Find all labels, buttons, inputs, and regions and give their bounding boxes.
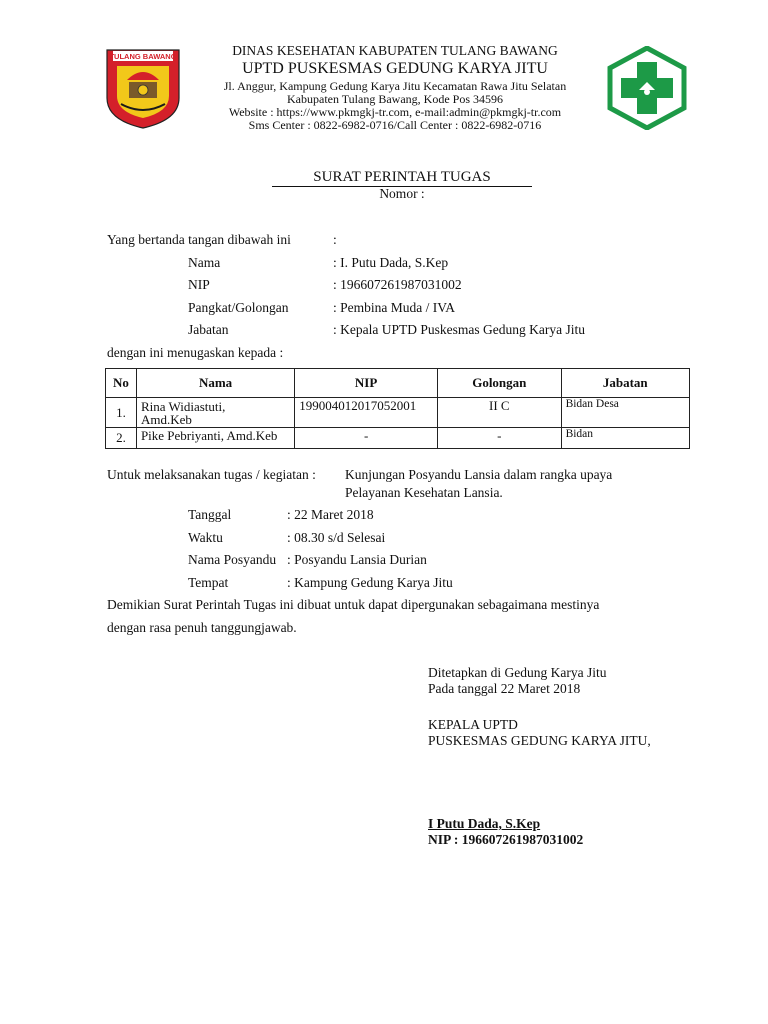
signer-value: : Kepala UPTD Puskesmas Gedung Karya Jitu [333,322,585,337]
signature-position-continued: PUSKESMAS GEDUNG KARYA JITU, [428,733,651,748]
signature-position: KEPALA UPTD [428,717,518,732]
assignee-name [136,398,294,428]
header-address: Jl. Anggur, Kampung Gedung Karya Jitu Kecamatan Rawa Jitu Selatan [223,79,567,93]
task-value: Kunjungan Posyandu Lansia dalam rangka upaya [345,467,613,482]
signer-label: Pangkat/Golongan [188,300,289,315]
intro-colon: : [333,232,337,247]
assignee-jabatan: Bidan [561,428,689,449]
signer-value: : I. Putu Dada, S.Kep [333,255,449,270]
column-header: No [106,369,137,398]
signer-label: Nama [188,255,221,270]
document-title: SURAT PERINTAH TUGAS [272,169,532,187]
puskesmas-logo [606,46,688,130]
row-number: 2. [106,428,137,449]
table-row [106,398,690,428]
signer-nip: NIP : 196607261987031002 [428,832,584,847]
assignee-name: Pike Pebriyanti, Amd.Keb [136,428,294,449]
detail-label: Tanggal [188,507,232,522]
detail-value: : 22 Maret 2018 [287,507,374,522]
intro-text: Yang bertanda tangan dibawah ini [107,232,291,247]
assignment-text: dengan ini menugaskan kepada : [107,345,284,360]
detail-value: : Kampung Gedung Karya Jitu [287,575,453,590]
signature-place: Ditetapkan di Gedung Karya Jitu [428,665,607,680]
column-header: Nama [136,369,294,398]
table-row [106,428,690,449]
signer-label: Jabatan [188,322,229,337]
assignee-name-line: Rina Widiastuti, [140,398,226,414]
task-label: Untuk melaksanakan tugas / kegiatan : [107,467,316,482]
assignee-golongan: - [438,428,562,449]
signature-date: Pada tanggal 22 Maret 2018 [428,681,581,696]
assignee-jabatan: Bidan Desa [561,398,689,428]
assignee-nip: 199004012017052001 [295,398,438,428]
table-header-row [106,369,690,398]
header-district: Kabupaten Tulang Bawang, Kode Pos 34596 [287,92,503,106]
detail-label: Tempat [188,575,229,590]
detail-value: : Posyandu Lansia Durian [287,552,427,567]
header-agency: DINAS KESEHATAN KABUPATEN TULANG BAWANG [232,43,558,58]
assignee-table [105,368,690,449]
signer-value: : 196607261987031002 [333,277,462,292]
header-website: Website : https://www.pkmgkj-tr.com, e-mail:admin@pkmgkj-tr.com [228,105,562,119]
signer-label: NIP [188,277,210,292]
detail-label: Waktu [188,530,223,545]
closing-text: Demikian Surat Perintah Tugas ini dibuat untuk dapat dipergunakan sebagaimana mestinya [107,597,600,612]
detail-value: : 08.30 s/d Selesai [287,530,386,545]
assignee-name-line: Amd.Keb [140,411,192,427]
document-number: Nomor : [379,186,425,201]
closing-text-continued: dengan rasa penuh tanggungjawab. [107,620,297,635]
header-institution: UPTD PUSKESMAS GEDUNG KARYA JITU [242,60,548,77]
column-header: NIP [295,369,438,398]
row-number: 1. [106,398,137,428]
assignee-golongan: II C [438,398,562,428]
column-header: Golongan [438,369,562,398]
header-contact: Sms Center : 0822-6982-0716/Call Center : 0822-6982-0716 [248,118,542,132]
assignee-nip: - [295,428,438,449]
signer-name: I Putu Dada, S.Kep [428,816,541,831]
task-value-continued: Pelayanan Kesehatan Lansia. [345,485,503,500]
logo-banner-text: TULANG BAWANG [109,52,177,61]
detail-label: Nama Posyandu [188,552,277,567]
tulang-bawang-logo [103,46,183,130]
signer-value: : Pembina Muda / IVA [333,300,455,315]
column-header: Jabatan [561,369,689,398]
